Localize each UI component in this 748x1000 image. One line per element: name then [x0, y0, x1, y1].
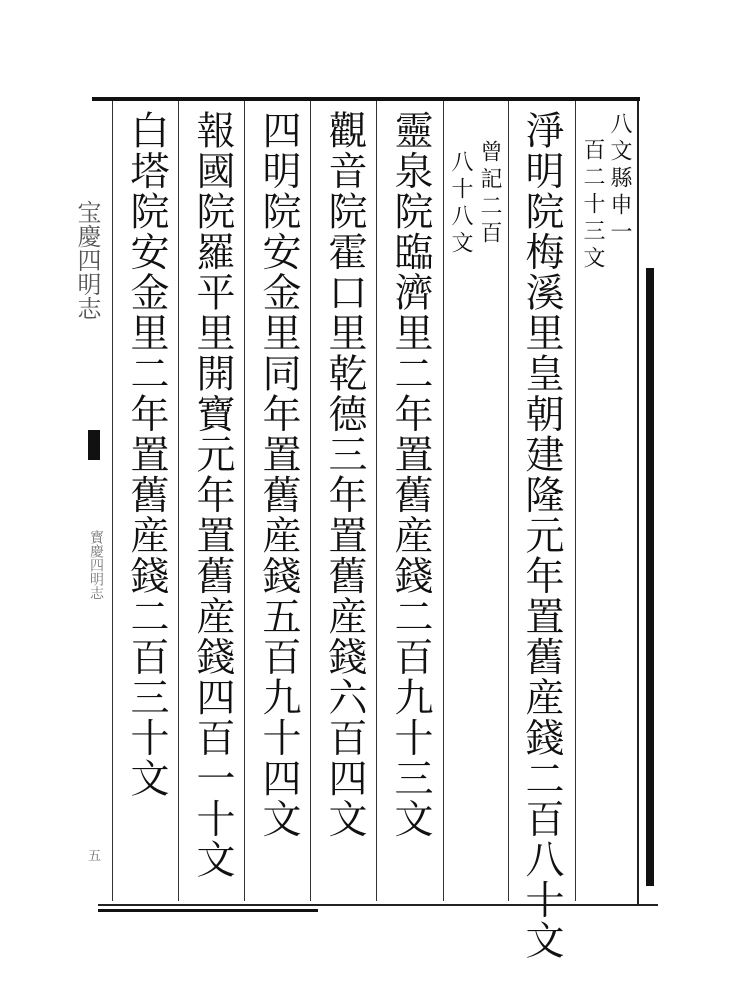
- column-divider: [244, 101, 245, 901]
- text-column: 白塔院安金里二年置舊産錢二百三十文: [124, 110, 169, 799]
- column-divider: [310, 101, 311, 901]
- text-column: 報國院羅平里開寶元年置舊産錢四百一十文: [190, 110, 235, 880]
- spine-fishtail-mark: [88, 430, 100, 460]
- column-divider: [178, 101, 179, 901]
- column-divider: [508, 101, 509, 901]
- spine-page-number: 五: [88, 849, 102, 864]
- column-divider: [376, 101, 377, 901]
- text-column: 靈泉院臨濟里二年置舊産錢二百九十三文: [388, 110, 433, 839]
- annotation-line: 八文縣申一: [607, 112, 632, 247]
- right-border-line: [637, 101, 639, 904]
- bottom-border-rule: [98, 904, 658, 906]
- annotation-line: 曾記二百: [477, 140, 502, 248]
- book-spine: [0, 100, 104, 900]
- text-column: 四明院安金里同年置舊産錢五百九十四文: [256, 110, 301, 839]
- right-edge-tab-bar: [646, 268, 654, 886]
- column-divider: [443, 101, 444, 901]
- spine-book-title: 寳慶四明志: [88, 530, 104, 600]
- column-divider: [575, 101, 576, 901]
- annotation-line: 百二十三文: [580, 138, 605, 273]
- text-column: 淨明院梅溪里皇朝建隆元年置舊産錢二百八十文: [519, 110, 564, 961]
- annotation-line: 八十八文: [448, 150, 473, 258]
- column-divider: [112, 101, 113, 901]
- text-column: 觀音院霍口里乾德三年置舊産錢六百四文: [322, 110, 367, 839]
- spine-running-title: 宝慶四明志: [73, 200, 101, 320]
- bottom-border-rule-thick: [98, 909, 318, 912]
- top-border-rule: [92, 97, 640, 101]
